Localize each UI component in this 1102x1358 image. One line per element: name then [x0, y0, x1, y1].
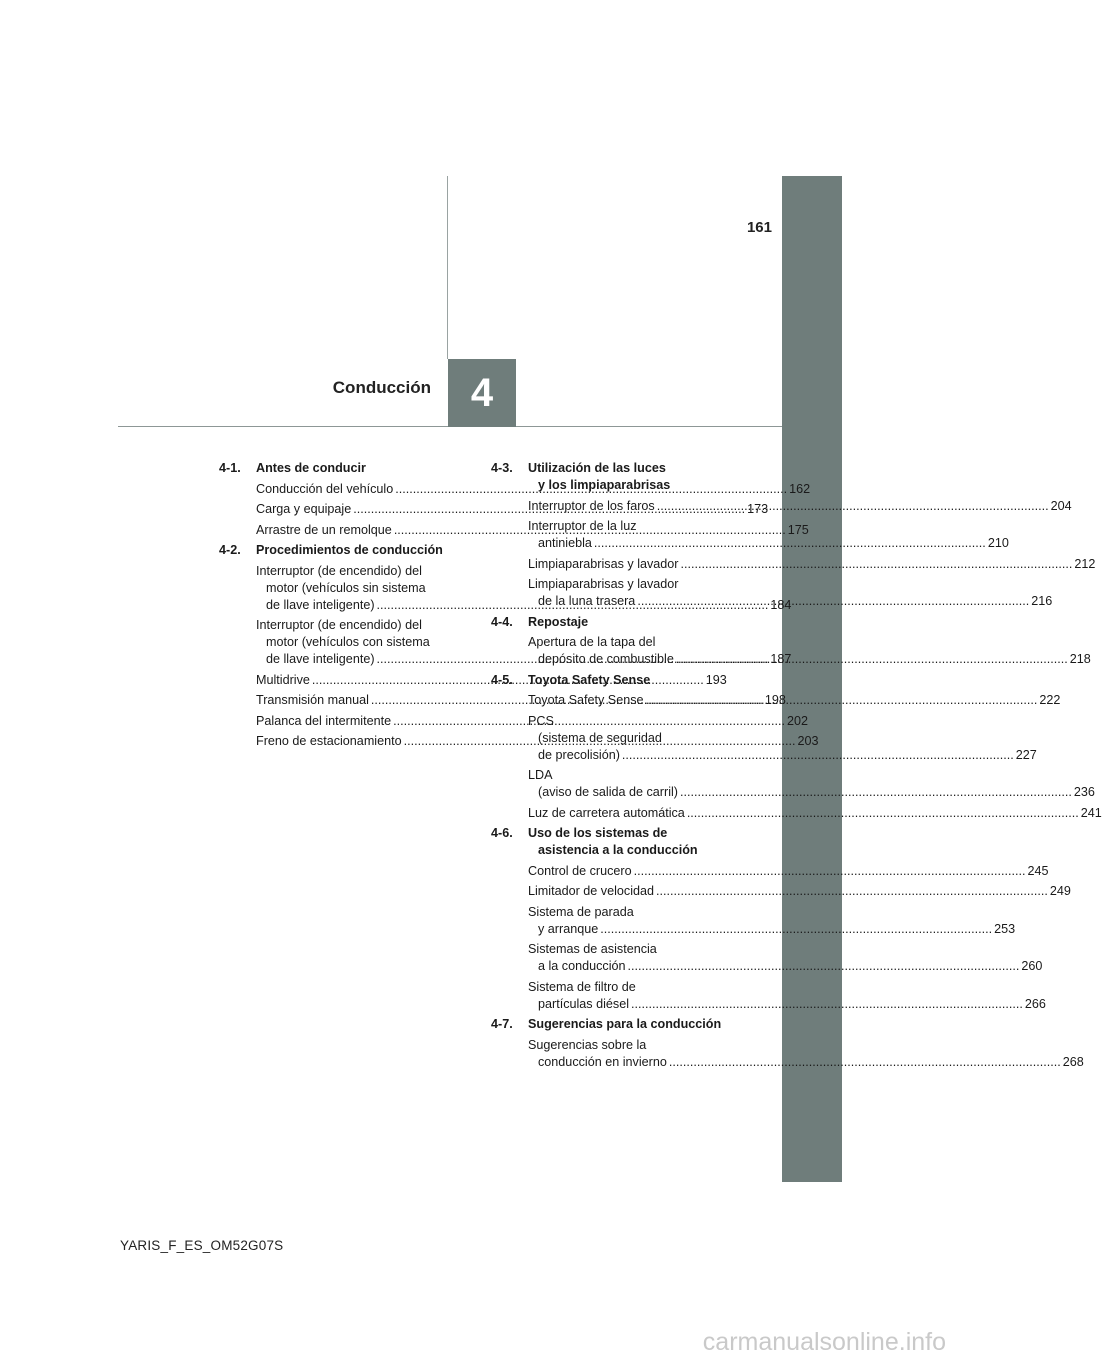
toc-page-ref: 212	[1074, 556, 1096, 571]
toc-entry-last-line	[528, 996, 1046, 1013]
leader-dots	[631, 997, 1023, 1011]
toc-entry-text: a la conducción	[538, 959, 626, 973]
toc-entry-text: Transmisión manual	[256, 693, 369, 707]
leader-dots	[646, 693, 1038, 707]
toc-entry-text: de la luna trasera	[538, 594, 636, 608]
leader-dots	[600, 922, 992, 936]
toc-page-ref: 249	[1049, 884, 1071, 898]
section-title-line: Repostaje	[528, 614, 589, 629]
toc-section-heading	[491, 825, 738, 859]
leader-dots	[680, 785, 1072, 799]
toc-entry-text: depósito de combustible	[538, 652, 674, 666]
toc-entry-last-line	[528, 556, 1096, 573]
toc-page-ref: 236	[1073, 785, 1095, 799]
toc-page-ref: 222	[1039, 693, 1061, 707]
toc-entry[interactable]	[528, 556, 1096, 573]
toc-entry-text: (aviso de salida de carril)	[538, 785, 678, 799]
toc-entry-last-line	[528, 883, 1071, 900]
toc-entry-last-line	[528, 535, 1009, 552]
section-title	[256, 460, 466, 477]
leader-dots	[594, 536, 986, 550]
section-title-line: Sugerencias para la conducción	[528, 1017, 722, 1031]
toc-entry-text: Interruptor de los faros	[528, 498, 655, 513]
chapter-number-box: 4	[448, 359, 516, 427]
toc-entry-text: Control de crucero	[528, 863, 632, 878]
toc-entry-last-line	[528, 1054, 1084, 1071]
toc-entry-text: Multidrive	[256, 672, 310, 687]
toc-entry-text: conducción en invierno	[538, 1054, 667, 1069]
section-number: 4-4.	[491, 614, 513, 629]
toc-entry-last-line	[528, 958, 1043, 975]
section-title-line: y los limpiaparabrisas	[538, 478, 671, 492]
toc-page-ref: 198	[764, 693, 786, 707]
section-number: 4-2.	[219, 543, 241, 557]
toc-entry-line: Interruptor (de encendido) del	[256, 618, 422, 632]
leader-dots	[622, 748, 1014, 762]
toc-section-heading	[491, 1016, 738, 1033]
toc-page-ref: 245	[1027, 863, 1049, 878]
toc-entry-line: Sugerencias sobre la	[528, 1037, 647, 1052]
toc-entry-text: de precolisión)	[538, 747, 620, 762]
leader-dots	[681, 557, 1073, 571]
toc-entry-line: motor (vehículos con sistema	[266, 635, 430, 649]
page-number: 161	[746, 219, 772, 236]
leader-dots	[637, 594, 1029, 608]
leader-dots	[687, 806, 1079, 820]
toc-entry-line: motor (vehículos sin sistema	[266, 580, 426, 595]
section-title	[528, 825, 738, 859]
toc-entry-line: Apertura de la tapa del	[528, 635, 656, 649]
toc-page-ref: 253	[994, 921, 1016, 936]
section-number: 4-3.	[491, 461, 513, 475]
leader-dots	[657, 499, 1049, 513]
toc-entry-line: Interruptor de la luz	[528, 519, 637, 533]
toc-page-ref: 193	[705, 672, 727, 687]
document-code: YARIS_F_ES_OM52G07S	[120, 1238, 284, 1253]
section-title	[528, 460, 738, 494]
toc-entry-text: Freno de estacionamiento	[256, 734, 402, 748]
chapter-title: Conducción	[332, 378, 431, 397]
toc-page-ref: 204	[1050, 498, 1072, 513]
toc-entry-text: Conducción del vehículo	[256, 481, 394, 496]
toc-entry-text: y arranque	[538, 921, 599, 936]
vertical-rule	[447, 176, 448, 359]
toc-page-ref: 203	[797, 734, 819, 748]
toc-entry[interactable]	[528, 767, 1095, 801]
toc-page-ref: 218	[1069, 652, 1091, 666]
toc-page-ref: 162	[789, 481, 811, 496]
toc-entry[interactable]	[528, 883, 1071, 900]
toc-page-ref: 268	[1062, 1054, 1084, 1069]
section-title-line: asistencia a la conducción	[538, 843, 698, 857]
section-number: 4-5.	[491, 672, 513, 687]
toc-entry-line: (sistema de seguridad	[538, 730, 662, 745]
section-number: 4-6.	[491, 826, 513, 840]
toc-entry-text: Toyota Safety Sense	[528, 693, 644, 707]
section-number: 4-1.	[219, 461, 241, 475]
toc-page-ref: 202	[787, 713, 809, 728]
chapter-side-tab	[782, 176, 842, 1182]
toc-page-ref: 173	[747, 502, 769, 516]
toc-page-ref: 187	[770, 652, 792, 666]
toc-page-ref: 216	[1031, 594, 1053, 608]
toc-entry-text: antiniebla	[538, 536, 592, 550]
toc-entry[interactable]	[528, 979, 1046, 1013]
toc-entry-line: PCS	[528, 713, 554, 728]
toc-entry[interactable]	[528, 1037, 1084, 1071]
toc-entry-text: Luz de carretera automática	[528, 805, 685, 820]
leader-dots	[676, 652, 1068, 666]
section-title-line: Antes de conducir	[256, 461, 366, 475]
leader-dots	[634, 864, 1026, 878]
section-title	[528, 672, 738, 689]
toc-page-ref: 210	[987, 536, 1009, 550]
toc-page-ref: 241	[1080, 805, 1102, 820]
toc-page-ref: 175	[787, 522, 809, 537]
leader-dots	[656, 884, 1048, 898]
section-title-line: Utilización de las luces	[528, 461, 666, 475]
toc-entry-last-line	[528, 747, 1037, 764]
toc-page-ref: 184	[770, 597, 792, 612]
toc-entry-text: Limpiaparabrisas y lavador	[528, 556, 679, 571]
toc-entry-last-line	[528, 921, 1016, 938]
section-title-line: Procedimientos de conducción	[256, 543, 443, 557]
toc-section-heading	[219, 460, 466, 477]
toc-entry[interactable]	[528, 941, 1043, 975]
toc-section-heading	[219, 542, 466, 559]
toc-entry-text: de llave inteligente)	[266, 652, 375, 666]
toc-entry[interactable]	[528, 904, 1016, 938]
toc-page-ref: 227	[1015, 747, 1037, 762]
leader-dots	[669, 1055, 1061, 1069]
watermark: carmanualsonline.info	[702, 1328, 946, 1356]
toc-entry-line: Interruptor (de encendido) del	[256, 563, 422, 578]
section-number: 4-7.	[491, 1017, 513, 1031]
toc-entry-line: Limpiaparabrisas y lavador	[528, 577, 679, 591]
toc-section-heading	[491, 672, 738, 689]
toc-entry[interactable]	[528, 805, 1102, 822]
toc-entry-text: Limitador de velocidad	[528, 884, 655, 898]
toc-section-heading	[491, 460, 738, 494]
section-title	[528, 614, 738, 631]
toc-entry-last-line	[528, 805, 1102, 822]
toc-entry-last-line	[528, 863, 1049, 880]
toc-entry-line: Sistema de filtro de	[528, 979, 636, 994]
toc-entry-line: Sistema de parada	[528, 904, 634, 919]
toc-entry-text: Arrastre de un remolque	[256, 522, 392, 537]
leader-dots	[628, 959, 1020, 973]
toc-entry-text: Carga y equipaje	[256, 502, 352, 516]
toc-section-heading	[491, 614, 738, 631]
section-title-line: Toyota Safety Sense	[528, 672, 651, 687]
section-title	[256, 542, 466, 559]
toc-entry-last-line	[528, 784, 1095, 801]
section-title-line: Uso de los sistemas de	[528, 826, 668, 840]
section-title	[528, 1016, 738, 1033]
toc-entry[interactable]	[528, 863, 1049, 880]
toc-entry-line: Sistemas de asistencia	[528, 942, 657, 956]
toc-page-ref: 266	[1024, 996, 1046, 1011]
toc-entry-text: Palanca del intermitente	[256, 713, 392, 728]
toc-entry-text: de llave inteligente)	[266, 597, 375, 612]
toc-entry-text: partículas diésel	[538, 996, 630, 1011]
toc-entry-line: LDA	[528, 768, 553, 782]
toc-page-ref: 260	[1021, 959, 1043, 973]
